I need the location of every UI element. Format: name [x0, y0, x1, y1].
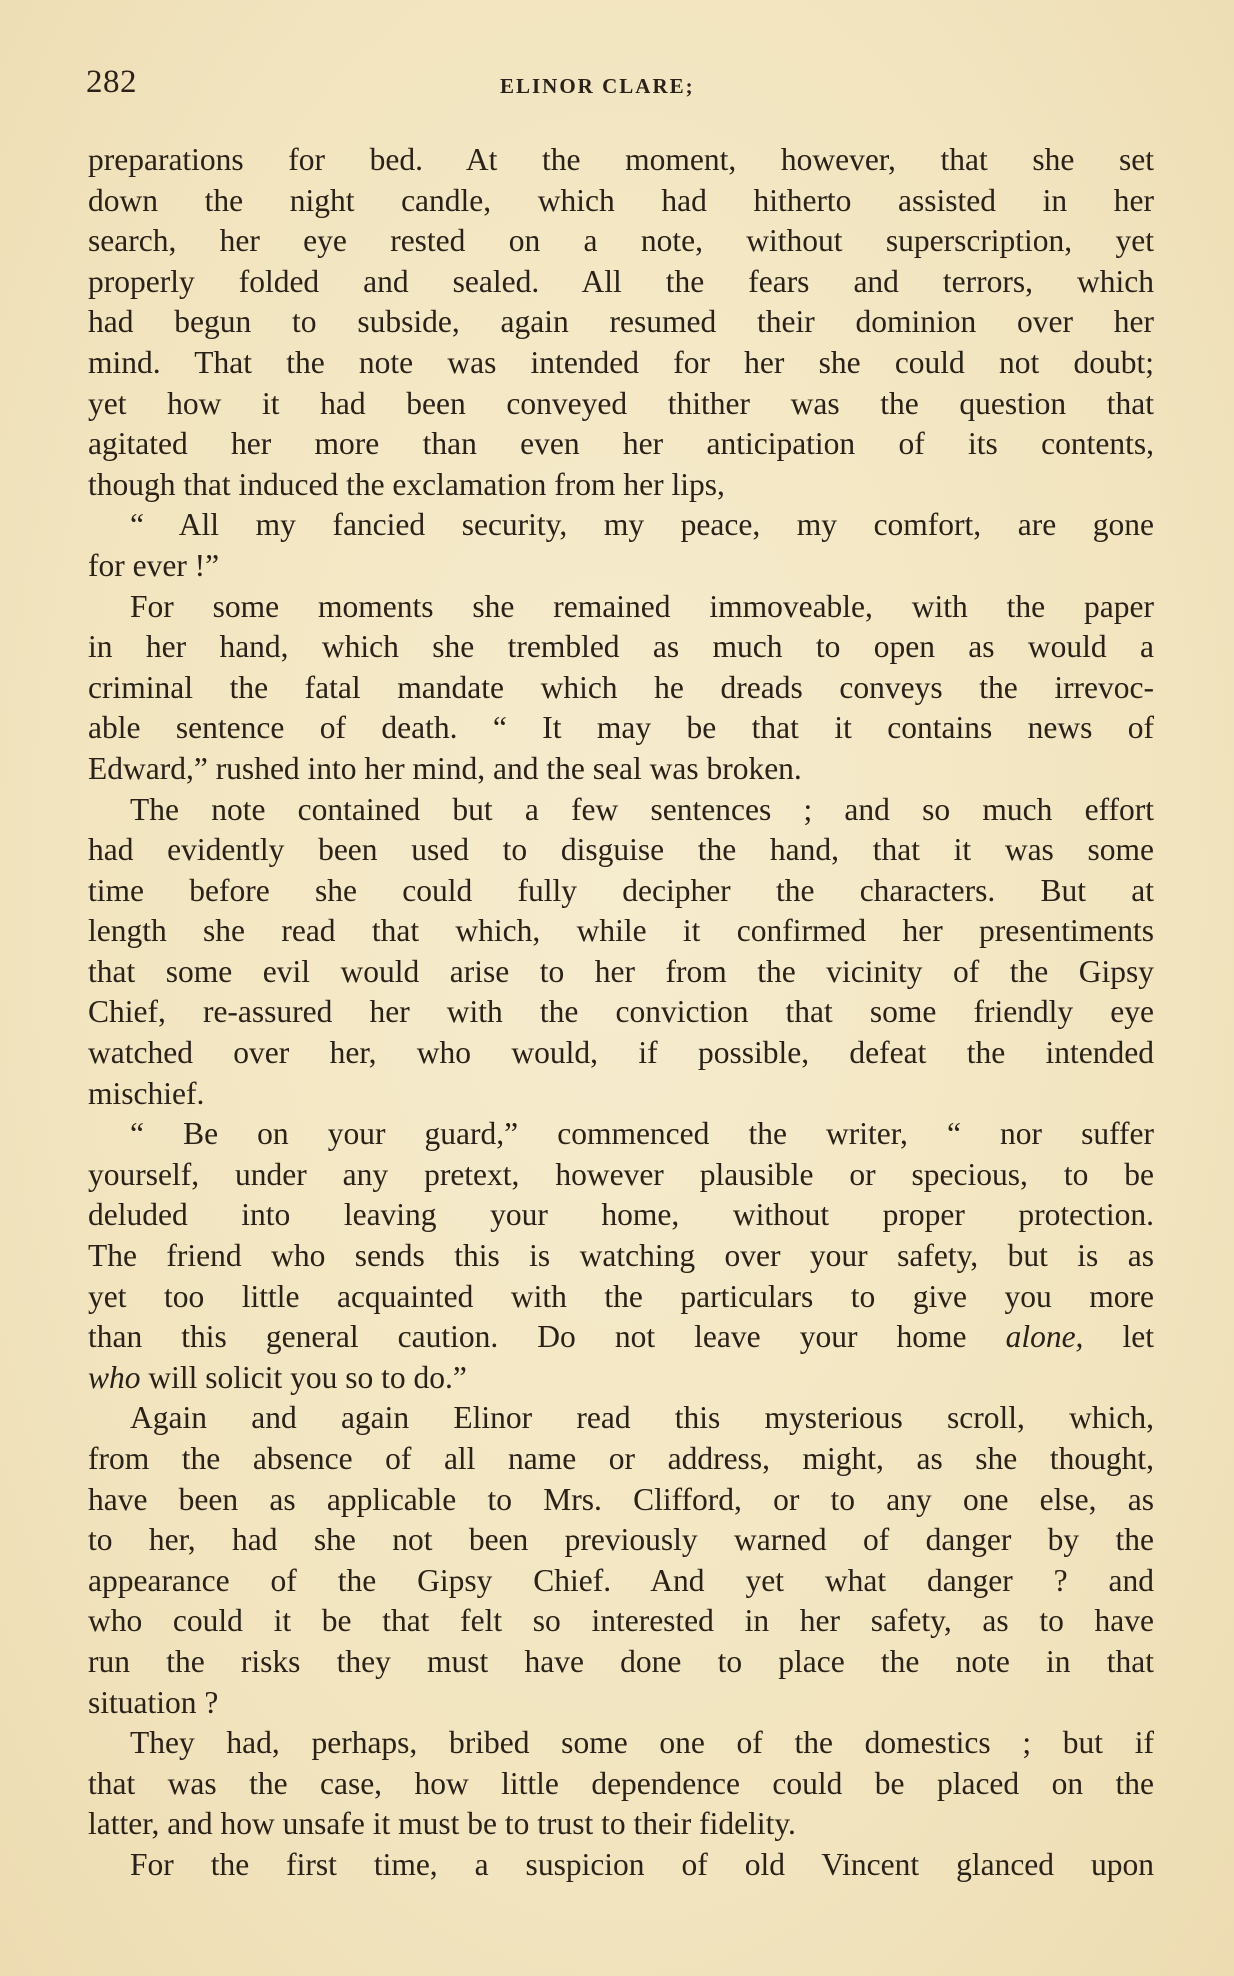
italic-text: who	[88, 1359, 141, 1395]
text-line	[88, 1845, 1154, 1886]
text-line	[88, 911, 1154, 952]
line-text: mischief.	[88, 1075, 205, 1111]
line-text: from the absence of all name or address, might, as she thought,	[88, 1441, 1154, 1476]
text-line	[88, 181, 1154, 222]
line-text: down the night candle, which had hitherto assisted in her	[88, 182, 1154, 218]
page-header	[86, 64, 1158, 114]
line-text: time before she could fully decipher the characters. But at	[88, 872, 1154, 908]
line-text: For some moments she remained immoveable, with the paper	[130, 588, 1154, 624]
text-line	[88, 505, 1154, 546]
text-line	[88, 1317, 1154, 1358]
text-line	[88, 708, 1154, 749]
line-text: yourself, under any pretext, however plausible or specious, to be	[88, 1156, 1154, 1192]
line-text: For the first time, a suspicion of old Vincent glanced upon	[130, 1846, 1154, 1882]
text-line	[88, 1398, 1154, 1439]
line-text: The note contained but a few sentences ; and so much effort	[130, 791, 1154, 827]
text-line	[88, 1764, 1154, 1805]
line-text: run the risks they must have done to place the note in that	[88, 1643, 1154, 1679]
text-line	[88, 952, 1154, 993]
line-text: search, her eye rested on a note, without superscription, yet	[88, 223, 1154, 259]
line-text: that some evil would arise to her from the vicinity of the Gipsy	[88, 953, 1154, 989]
text-line	[88, 992, 1154, 1033]
line-text: who could it be that felt so interested in her safety, as to have	[88, 1603, 1154, 1639]
text-line	[88, 1723, 1154, 1764]
line-text: in her hand, which she trembled as much to open as would a	[88, 629, 1154, 665]
line-text: “ All my fancied security, my peace, my comfort, are gone	[130, 507, 1154, 543]
text-line	[88, 1480, 1154, 1521]
line-text-after: let	[1083, 1319, 1154, 1355]
line-text: “ Be on your guard,” commenced the writer, “ nor suffer	[130, 1116, 1154, 1152]
running-head: ELINOR CLARE;	[500, 74, 695, 98]
line-text: mind. That the note was intended for her she could not doubt;	[88, 344, 1154, 380]
text-line	[88, 830, 1154, 871]
italic-text: alone,	[1005, 1319, 1084, 1355]
text-line	[88, 465, 1154, 506]
line-text: deluded into leaving your home, without proper protection.	[88, 1197, 1154, 1233]
line-text: criminal the fatal mandate which he dreads conveys the irrevoc-	[88, 669, 1154, 705]
line-text: for ever !”	[88, 547, 220, 583]
line-text: that was the case, how little dependence could be placed on the	[88, 1765, 1154, 1801]
text-line	[88, 1439, 1154, 1480]
text-line	[88, 1236, 1154, 1277]
line-text: yet how it had been conveyed thither was the question that	[88, 385, 1154, 421]
text-line	[88, 1074, 1154, 1115]
line-text: watched over her, who would, if possible, defeat the intended	[88, 1035, 1154, 1071]
line-text: had begun to subside, again resumed their dominion over her	[88, 304, 1154, 340]
text-line	[88, 1033, 1154, 1074]
text-line	[88, 587, 1154, 628]
line-text: to her, had she not been previously warned of danger by the	[88, 1522, 1154, 1558]
line-text: agitated her more than even her anticipation of its contents,	[88, 426, 1154, 462]
text-line	[88, 1642, 1154, 1683]
body-text	[88, 140, 1154, 1886]
text-line	[88, 1195, 1154, 1236]
line-text: properly folded and sealed. All the fears and terrors, which	[88, 263, 1154, 299]
line-text: yet too little acquainted with the particulars to give you more	[88, 1278, 1154, 1314]
text-line	[88, 627, 1154, 668]
line-text: had evidently been used to disguise the hand, that it was some	[88, 832, 1154, 868]
text-line	[88, 1155, 1154, 1196]
page-number: 282	[86, 64, 137, 100]
text-line	[88, 384, 1154, 425]
text-line	[88, 1114, 1154, 1155]
text-line	[88, 343, 1154, 384]
line-text: Chief, re-assured her with the conviction that some friendly eye	[88, 994, 1154, 1030]
text-line	[88, 871, 1154, 912]
line-text: situation ?	[88, 1684, 219, 1720]
text-line	[88, 1358, 1154, 1399]
text-line	[88, 302, 1154, 343]
line-text: They had, perhaps, bribed some one of the domestics ; but if	[130, 1725, 1154, 1761]
text-line	[88, 749, 1154, 790]
line-text: Again and again Elinor read this mysterious scroll, which,	[130, 1400, 1154, 1436]
line-text: will solicit you so to do.”	[140, 1359, 467, 1395]
line-text: have been as applicable to Mrs. Clifford, or to any one else, as	[88, 1481, 1154, 1517]
text-line	[88, 262, 1154, 303]
line-text: latter, and how unsafe it must be to trust to their fidelity.	[88, 1806, 796, 1842]
text-line	[88, 1601, 1154, 1642]
line-text: length she read that which, while it confirmed her presentiments	[88, 913, 1154, 949]
text-line	[88, 424, 1154, 465]
line-text: appearance of the Gipsy Chief. And yet what danger ? and	[88, 1562, 1154, 1598]
text-line	[88, 1804, 1154, 1845]
text-line	[88, 140, 1154, 181]
line-text: than this general caution. Do not leave your home	[88, 1319, 967, 1355]
text-line	[88, 1520, 1154, 1561]
text-line	[88, 546, 1154, 587]
text-line	[88, 221, 1154, 262]
text-line	[88, 790, 1154, 831]
line-text: Edward,” rushed into her mind, and the seal was broken.	[88, 750, 802, 786]
text-line	[88, 1277, 1154, 1318]
line-text: though that induced the exclamation from her lips,	[88, 466, 725, 502]
text-line	[88, 1561, 1154, 1602]
line-text: preparations for bed. At the moment, however, that she set	[88, 142, 1154, 177]
text-line	[88, 668, 1154, 709]
line-text: The friend who sends this is watching over your safety, but is as	[88, 1238, 1154, 1274]
line-text: able sentence of death. “ It may be that it contains news of	[88, 710, 1154, 746]
text-line	[88, 1683, 1154, 1724]
